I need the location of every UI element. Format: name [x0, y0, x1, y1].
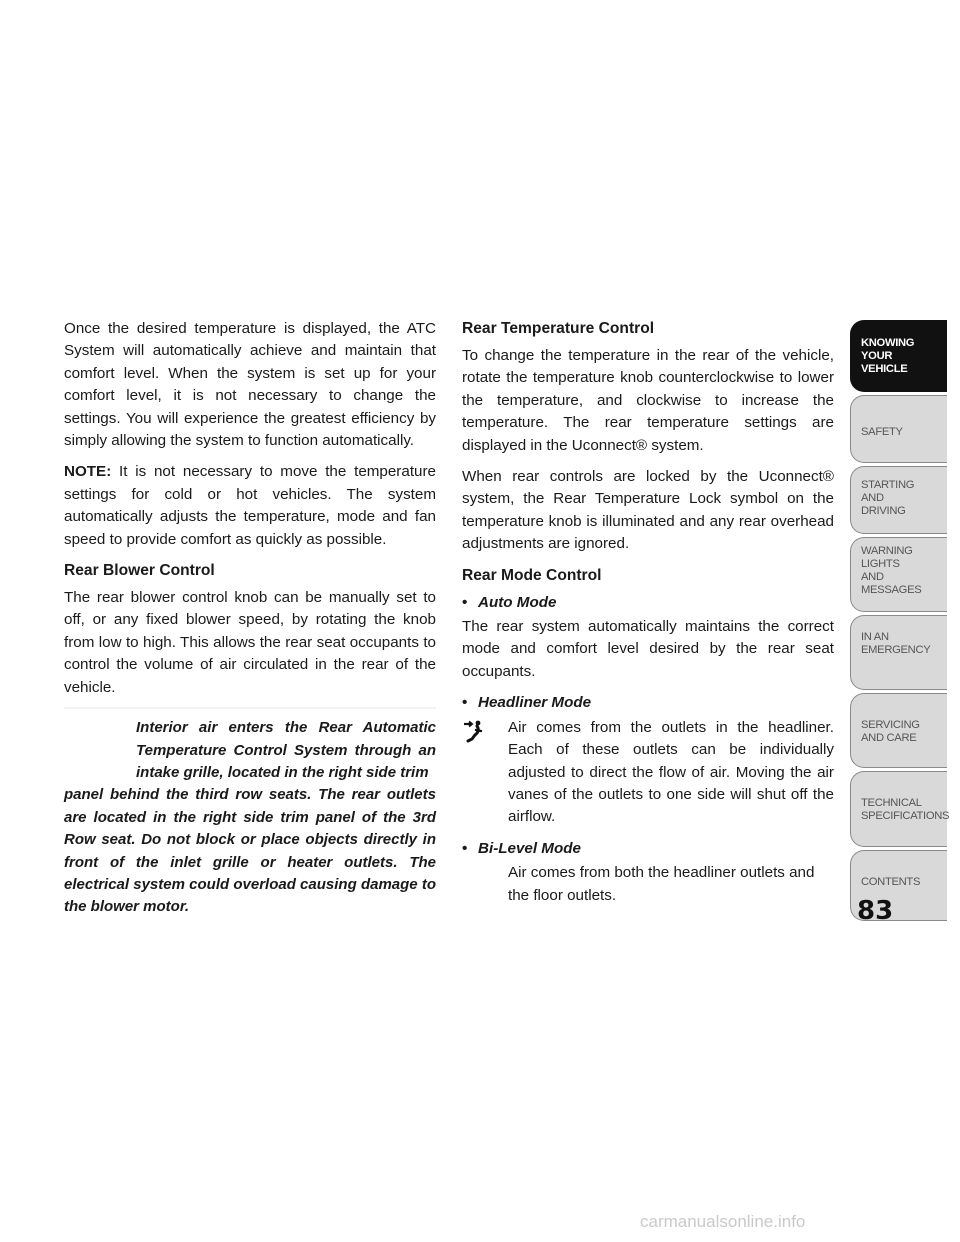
page-number: 83	[857, 896, 894, 926]
tab-knowing-your-vehicle[interactable]	[850, 320, 947, 392]
paragraph-rear-temperature: To change the temperature in the rear of the vehicle, rotate the temperature knob counterclockwise to lower the temperature, and clockwise to increase the temperature. The rear temperature settings are displayed in the Uconnect® system.	[462, 347, 834, 454]
tab-label: SERVICING AND CARE	[861, 719, 920, 744]
tab-label: SAFETY	[861, 426, 903, 438]
bullet-dot: •	[462, 839, 468, 857]
heading-rear-temperature: Rear Temperature Control	[462, 320, 655, 337]
caution-divider	[64, 707, 436, 709]
tab-label: WARNING LIGHTS AND MESSAGES	[861, 545, 922, 596]
watermark: carmanualsonline.info	[640, 1212, 806, 1231]
bullet-dot: •	[462, 593, 468, 611]
tab-label: KNOWING YOUR VEHICLE	[861, 337, 915, 375]
tab-starting-and-driving[interactable]	[850, 466, 947, 534]
auto-mode-title: Auto Mode	[478, 593, 557, 611]
tab-label: CONTENTS	[861, 876, 921, 888]
paragraph-headliner-mode: Air comes from the outlets in the headliner. Each of these outlets can be individually adjusted to direct the flow of air. Moving the air vanes of the outlets to one side will shut off the airflow.	[508, 718, 834, 826]
headliner-mode-title: Headliner Mode	[478, 694, 592, 712]
bullet-auto-mode	[462, 592, 834, 614]
bullet-headliner-mode	[462, 692, 834, 714]
bullet-dot: •	[462, 694, 468, 712]
caution-rest: panel behind the third row seats. The rear outlets are located in the right side trim panel of the 3rd Row seat. Do not block or place objects directly in front of the inlet grille or heater outlets. The electrical system could overload causing damage to the blower motor.	[64, 786, 436, 916]
tab-label: TECHNICAL SPECIFICATIONS	[861, 797, 950, 822]
section-tabs	[850, 320, 950, 924]
left-column	[64, 318, 436, 919]
headliner-vent-icon	[462, 719, 486, 743]
right-column	[462, 318, 834, 916]
paragraph-rear-blower: The rear blower control knob can be manually set to off, or any fixed blower speed, by rotating the knob from low to high. This allows the rear seat occupants to control the volume of air circulated in the rear of the vehicle.	[64, 589, 436, 696]
note-text: It is not necessary to move the temperature settings for cold or hot vehicles. The system automatically adjusts the temperature, mode and fan speed to provide comfort as quickly as possible.	[64, 463, 436, 548]
tab-servicing-and-care[interactable]	[850, 693, 947, 768]
tab-technical-specifications[interactable]	[850, 771, 950, 847]
tab-safety[interactable]	[850, 395, 947, 463]
heading-rear-blower: Rear Blower Control	[64, 562, 215, 580]
tab-label: STARTING AND DRIVING	[861, 479, 915, 517]
bullet-bilevel-mode	[462, 838, 834, 860]
tab-label: IN AN EMERGENCY	[861, 631, 931, 656]
caution-block	[64, 717, 436, 919]
note-label: NOTE:	[64, 463, 112, 481]
bilevel-mode-title: Bi-Level Mode	[478, 839, 581, 857]
tab-in-an-emergency[interactable]	[850, 615, 947, 690]
paragraph-atc: Once the desired temperature is displayed, the ATC System will automatically achieve and maintain that comfort level. When the system is set up for your comfort level, it is not necessary to change the settings. You will experience the greatest efficiency by simply allowing the system to function automatically.	[64, 320, 436, 450]
headliner-mode-body	[462, 717, 834, 829]
paragraph-locked-controls: When rear controls are locked by the Uconnect® system, the Rear Temperature Lock symbol on the temperature knob is illuminated and any rear overhead adjustments are ignored.	[462, 468, 834, 553]
paragraph-auto-mode: The rear system automatically maintains the correct mode and comfort level desired by the rear seat occupants.	[462, 618, 834, 680]
paragraph-bilevel-mode: Air comes from both the headliner outlets and the floor outlets.	[508, 864, 815, 904]
caution-first-lines: Interior air enters the Rear Automatic Temperature Control System through an intake grille, located in the right side trim	[136, 719, 436, 781]
tab-warning-lights[interactable]	[850, 537, 947, 612]
note-paragraph	[64, 461, 436, 551]
heading-rear-mode: Rear Mode Control	[462, 566, 602, 584]
